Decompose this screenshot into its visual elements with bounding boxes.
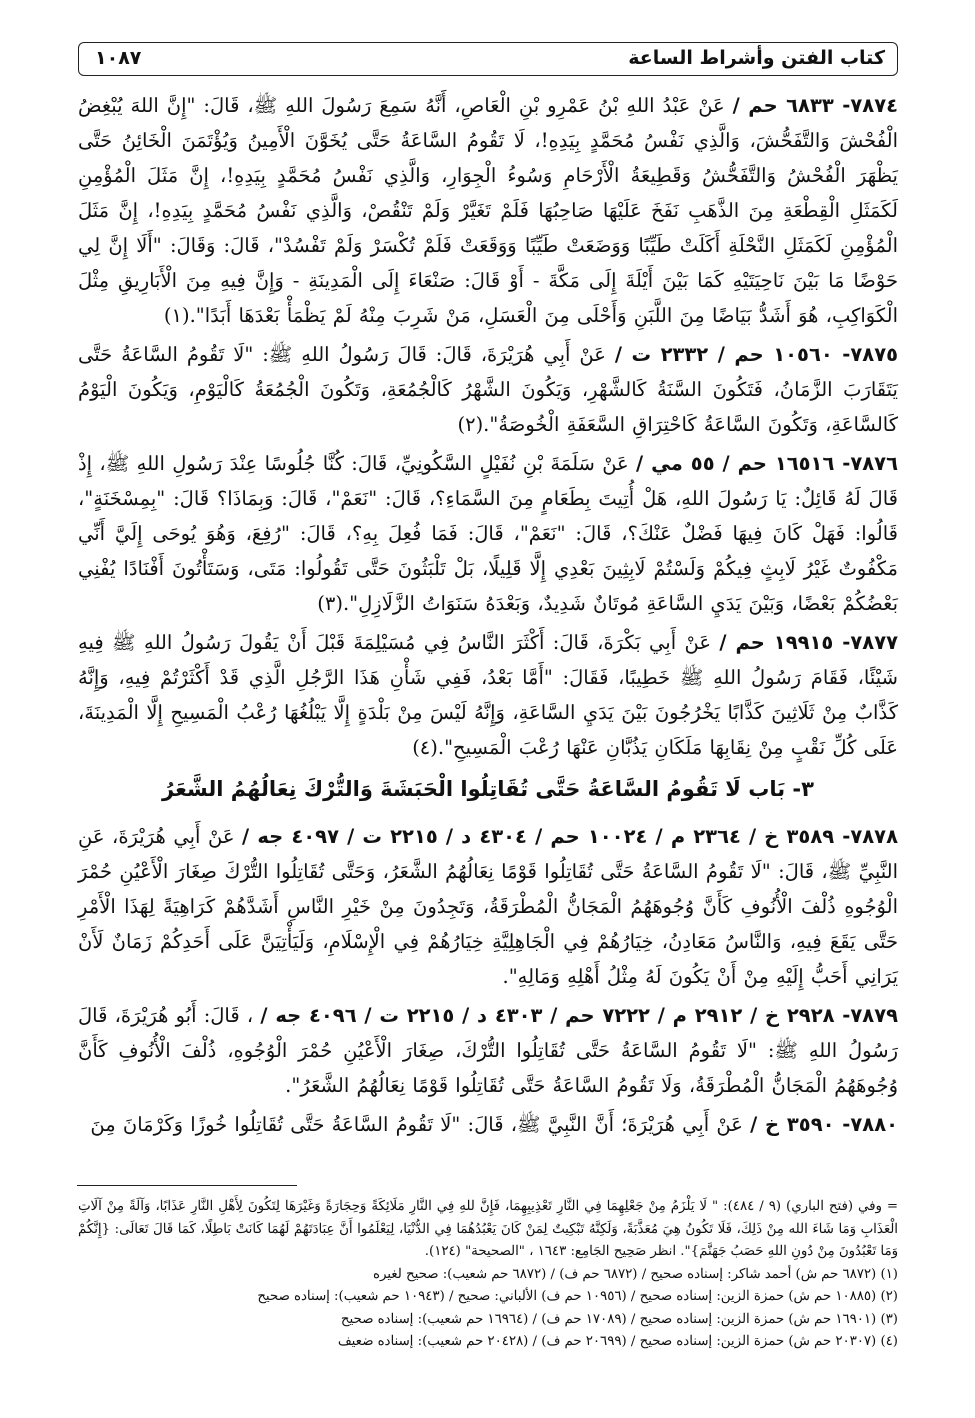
chapter-heading: ٣- بَاب لَا تَقُومُ السَّاعَةُ حَتَّى تُقَاتِلُوا الْحَبَشَةَ وَالتُّرْكَ نِعَالُهُمُ الشَّعَرُ xyxy=(162,777,814,801)
hadith-text: عَنْ أَبِي هُرَيْرَةَ، قَالَ: قَالَ رَسُولُ اللهِ ﷺ: "لَا تَقُومُ السَّاعَةُ حَتَّى يَتَقَارَبَ الزَّمَانُ، فَتَكُونَ السَّنَةُ كَالشَّهْرِ، وَيَكُونَ الشَّهْرُ كَالْجُمُعَةِ، وَتَكُونَ الْجُمُعَةُ كَالْيَوْمِ، وَيَكُونَ الْيَوْمُ كَالسَّاعَةِ، وَتَكُونَ السَّاعَةُ كَاحْتِرَاقِ السَّعَفَةِ الْخُوصَةُ".(٢) xyxy=(78,343,898,436)
hadith-refs: ٧٨٧٧- ١٩٩١٥ حم / xyxy=(719,631,898,654)
page-number: ١٠٨٧ xyxy=(95,47,142,69)
hadith-text: عَنْ أَبِي هُرَيْرَةَ، عَنِ النَّبِيِّ ﷺ، قَالَ: "لَا تَقُومُ السَّاعَةُ حَتَّى تُقَاتِلُوا قَوْمًا نِعَالُهُمُ الشَّعَرُ، وَحَتَّى تُقَاتِلُوا التُّرْكَ صِغَارَ الْأَعْيُنِ حُمْرَ الْوُجُوهِ ذُلْفَ الْأُنُوفِ كَأَنَّ وُجُوهَهُمُ الْمَجَانُّ الْمُطْرَقَةُ، وَتَجِدُونَ مِنْ خَيْرِ النَّاسِ أَشَدَّهُمْ كَرَاهِيَةً لِهَذَا الْأَمْرِ حَتَّى يَقَعَ فِيهِ، وَالنَّاسُ مَعَادِنُ، خِيَارُهُمْ فِي الْجَاهِلِيَّةِ خِيَارُهُمْ فِي الْإِسْلَامِ، وَلَيَأْتِيَنَّ عَلَى أَحَدِكُمْ زَمَانٌ لَأَنْ يَرَانِي أَحَبُّ إِلَيْهِ مِنْ أَنْ يَكُونَ لَهُ مِثْلُ أَهْلِهِ وَمَالِهِ". xyxy=(78,825,898,988)
footnotes xyxy=(78,1196,898,1354)
hadith-7876 xyxy=(78,446,898,621)
hadith-refs: ٧٨٧٥- ١٠٥٦٠ حم / ٢٣٣٢ ت / xyxy=(614,343,898,366)
hadith-7874 xyxy=(78,88,898,333)
footnote-continuation: = وفي (فتح الباري) (٩ / ٤٨٤): " لَا يَلْزَمُ مِنْ جَعْلِهِمَا فِي النَّارِ تَعْذِيبِهِمَا، فَإِنَّ للهِ فِي النَّارِ مَلَائِكَةً وَحِجَارَةً وَغَيْرَهَا لِتَكُونَ لِأَهْلِ النَّارِ عَذَابًا، وَآلَةً مِنْ آلَاتِ الْعَذَابِ وَمَا شَاءَ الله مِنْ ذَلِكَ، فَلَا تَكُونُ هِيَ مُعَذَّبَةً، وَلَكِنَّهُ تَبْكِيتٌ لِمَنْ كَانَ يَعْبُدُهُمَا فِي الدُّنْيَا، لِيَعْلَمُوا أَنَّ عِبَادَتَهُمْ لَهُمَا كَانَتْ بَاطِلًا، كَمَا قَالَ تَعَالَى: {إِنَّكُمْ وَمَا تَعْبُدُونَ مِنْ دُونِ اللهِ حَصَبُ جَهَنَّمَ}". انظر صَحِيح الجَامِع: ١٦٤٣ ، "الصحيحة" (١٢٤). xyxy=(78,1199,899,1259)
hadith-refs: ٧٨٧٦- ١٦٥١٦ حم / ٥٥ مي / xyxy=(636,452,898,475)
hadith-7878 xyxy=(78,819,898,994)
footnote-4: (٤) (٢٠٣٠٧ حم ش) حمزة الزين: إسناده صحيح / (٢٠٦٩٩ حم ف) / (٢٠٤٢٨ حم شعيب): إسناده ضعيف xyxy=(337,1334,898,1349)
book-title: كتاب الفتن وأشراط الساعة xyxy=(628,47,885,69)
hadith-7880 xyxy=(78,1107,898,1142)
hadith-7879 xyxy=(78,998,898,1103)
hadith-refs: ٧٨٧٨- ٣٥٨٩ خ / ٢٣٦٤ م / ١٠٠٢٤ حم / ٤٣٠٤ د / ٢٢١٥ ت / ٤٠٩٧ جه / xyxy=(242,825,898,848)
footnote-1: (١) (٦٨٧٢ حم ش) أحمد شاكر: إسناده صحيح / (٦٨٧٢ حم ف) / (٦٨٧٢ حم شعيب): صحيح لغيره xyxy=(372,1266,898,1282)
footnote-2: (٢) (١٠٨٨٥ حم ش) حمزة الزين: إسناده صحيح / (١٠٩٥٦ حم ف) الألباني: صحيح / (١٠٩٤٣ حم شعيب): إسناده صحيح xyxy=(257,1289,898,1304)
hadith-7875 xyxy=(78,337,898,442)
footnote-separator xyxy=(77,1185,297,1186)
hadith-refs: ٧٨٧٤- ٦٨٣٣ حم / xyxy=(732,94,898,117)
hadith-refs: ٧٨٨٠- ٣٥٩٠ خ / xyxy=(750,1113,898,1136)
running-header xyxy=(78,42,898,76)
hadith-text: عَنْ سَلَمَةَ بْنِ نُفَيْلٍ السَّكُونِيِّ، قَالَ: كُنَّا جُلُوسًا عِنْدَ رَسُولِ اللهِ ﷺ، إِذْ قَالَ لَهُ قَائِلٌ: يَا رَسُولَ اللهِ، هَلْ أُتِيتَ بِطَعَامٍ مِنَ السَّمَاءِ؟، قَالَ: "نَعَمْ"، قَالَ: وَبِمَاذَا؟ قَالَ: "بِمِسْخَنَةٍ"، قَالُوا: فَهَلْ كَانَ فِيهَا فَضْلٌ عَنْكَ؟، قَالَ: "نَعَمْ"، قَالَ: فَمَا فُعِلَ بِهِ؟، قَالَ: "رُفِعَ، وَهُوَ يُوحَى إِلَيَّ أَنِّي مَكْفُوتٌ غَيْرُ لَابِثٍ فِيكُمْ وَلَسْتُمْ لَابِثِينَ بَعْدِي إِلَّا قَلِيلًا، بَلْ تَلْبَثُونَ حَتَّى تَقُولُوا: مَتَى، وَسَتَأْتُونَ أَفْنَادًا يُفْنِي بَعْضُكُمْ بَعْضًا، وَبَيْنَ يَدَيِ السَّاعَةِ مُوتَانٌ شَدِيدٌ، وَبَعْدَهُ سَنَوَاتُ الزَّلَازِلِ".(٣) xyxy=(78,452,898,615)
hadith-text: ، قَالَ: أَبُو هُرَيْرَةَ، قَالَ رَسُولُ اللهِ ﷺ: "لَا تَقُومُ السَّاعَةُ حَتَّى تُقَاتِلُوا التُّرْكَ، صِغَارَ الْأَعْيُنِ حُمْرَ الْوُجُوهِ، ذُلْفَ الْأُنُوفِ كَأَنَّ وُجُوهَهُمُ الْمَجَانُّ الْمُطْرَقَةُ، وَلَا تَقُومُ السَّاعَةُ حَتَّى تُقَاتِلُوا قَوْمًا نِعَالُهُمُ الشَّعَرُ". xyxy=(78,1004,898,1097)
hadith-refs: ٧٨٧٩- ٢٩٢٨ خ / ٢٩١٢ م / ٧٢٢٢ حم / ٤٣٠٣ د / ٢٢١٥ ت / ٤٠٩٦ جه / xyxy=(260,1004,898,1027)
footnote-3: (٣) (١٦٩٠١ حم ش) حمزة الزين: إسناده صحيح / (١٧٠٨٩ حم ف) / (١٦٩٦٤ حم شعيب): إسناده صحيح xyxy=(340,1311,898,1327)
hadith-7877 xyxy=(78,625,898,765)
hadith-text: عَنْ أَبِي بَكْرَةَ، قَالَ: أَكْثَرَ النَّاسُ فِي مُسَيْلِمَةَ قَبْلَ أَنْ يَقُولَ رَسُولُ اللهِ ﷺ فِيهِ شَيْئًا، فَقَامَ رَسُولُ اللهِ ﷺ خَطِيبًا، فَقَالَ: "أَمَّا بَعْدُ، فَفِي شَأْنِ هَذَا الرَّجُلِ الَّذِي قَدْ أَكْثَرْتُمْ فِيهِ، وَإِنَّهُ كَذَّابٌ مِنْ ثَلَاثِينَ كَذَّابًا يَخْرُجُونَ بَيْنَ يَدَيِ السَّاعَةِ، وَإِنَّهُ لَيْسَ مِنْ بَلْدَةٍ إِلَّا يَبْلُغُهَا رُعْبُ الْمَسِيحِ إِلَّا الْمَدِينَةَ، عَلَى كُلِّ نَقْبٍ مِنْ نِقَابِهَا مَلَكَانِ يَذُبَّانِ عَنْهَا رُعْبَ الْمَسِيحِ".(٤) xyxy=(78,631,898,759)
hadith-text: عَنْ أَبِي هُرَيْرَةَ؛ أَنَّ النَّبِيَّ ﷺ، قَالَ: "لَا تَقُومُ السَّاعَةُ حَتَّى تُقَاتِلُوا خُوزًا وَكَرْمَانَ مِنَ xyxy=(90,1113,743,1136)
hadith-text: عَنْ عَبْدُ اللهِ بْنُ عَمْرِو بْنِ الْعَاصِ، أَنَّهُ سَمِعَ رَسُولَ اللهِ ﷺ، قَالَ: "إِنَّ اللهَ يُبْغِضُ الْفُحْشَ وَالتَّفَحُّشَ، وَالَّذِي نَفْسُ مُحَمَّدٍ بِيَدِهِ!، لَا تَقُومُ السَّاعَةُ حَتَّى يُخَوَّنَ الْأَمِينُ وَيُؤْتَمَنَ الْخَائِنُ حَتَّى يَظْهَرَ الْفُحْشُ وَالتَّفَحُّشُ وَقَطِيعَةُ الْأَرْحَامِ وَسُوءُ الْجِوَارِ، وَالَّذِي نَفْسُ مُحَمَّدٍ بِيَدِهِ!، إِنَّ مَثَلَ الْمُؤْمِنِ لَكَمَثَلِ الْقِطْعَةِ مِنَ الذَّهَبِ نَفَخَ عَلَيْهَا صَاحِبُهَا فَلَمْ تَغَيَّرْ وَلَمْ تَنْقُصْ، وَالَّذِي نَفْسُ مُحَمَّدٍ بِيَدِهِ!، إِنَّ مَثَلَ الْمُؤْمِنِ لَكَمَثَلِ النَّحْلَةِ أَكَلَتْ طَيِّبًا وَوَضَعَتْ طَيِّبًا وَوَقَعَتْ فَلَمْ تُكْسَرْ وَلَمْ تَفْسُدْ"، قَالَ: وَقَالَ: "أَلَا إِنَّ لِي حَوْضًا مَا بَيْنَ نَاحِيَتَيْهِ كَمَا بَيْنَ أَيْلَةَ إِلَى مَكَّةَ - أَوْ قَالَ: صَنْعَاءَ إِلَى الْمَدِينَةِ - وَإِنَّ فِيهِ مِنَ الْأَبَارِيقِ مِثْلَ الْكَوَاكِبِ، هُوَ أَشَدُّ بَيَاضًا مِنَ اللَّبَنِ وَأَحْلَى مِنَ الْعَسَلِ، مَنْ شَرِبَ مِنْهُ لَمْ يَظْمَأْ بَعْدَهَا أَبَدًا".(١) xyxy=(78,94,898,327)
main-text xyxy=(78,88,898,1146)
